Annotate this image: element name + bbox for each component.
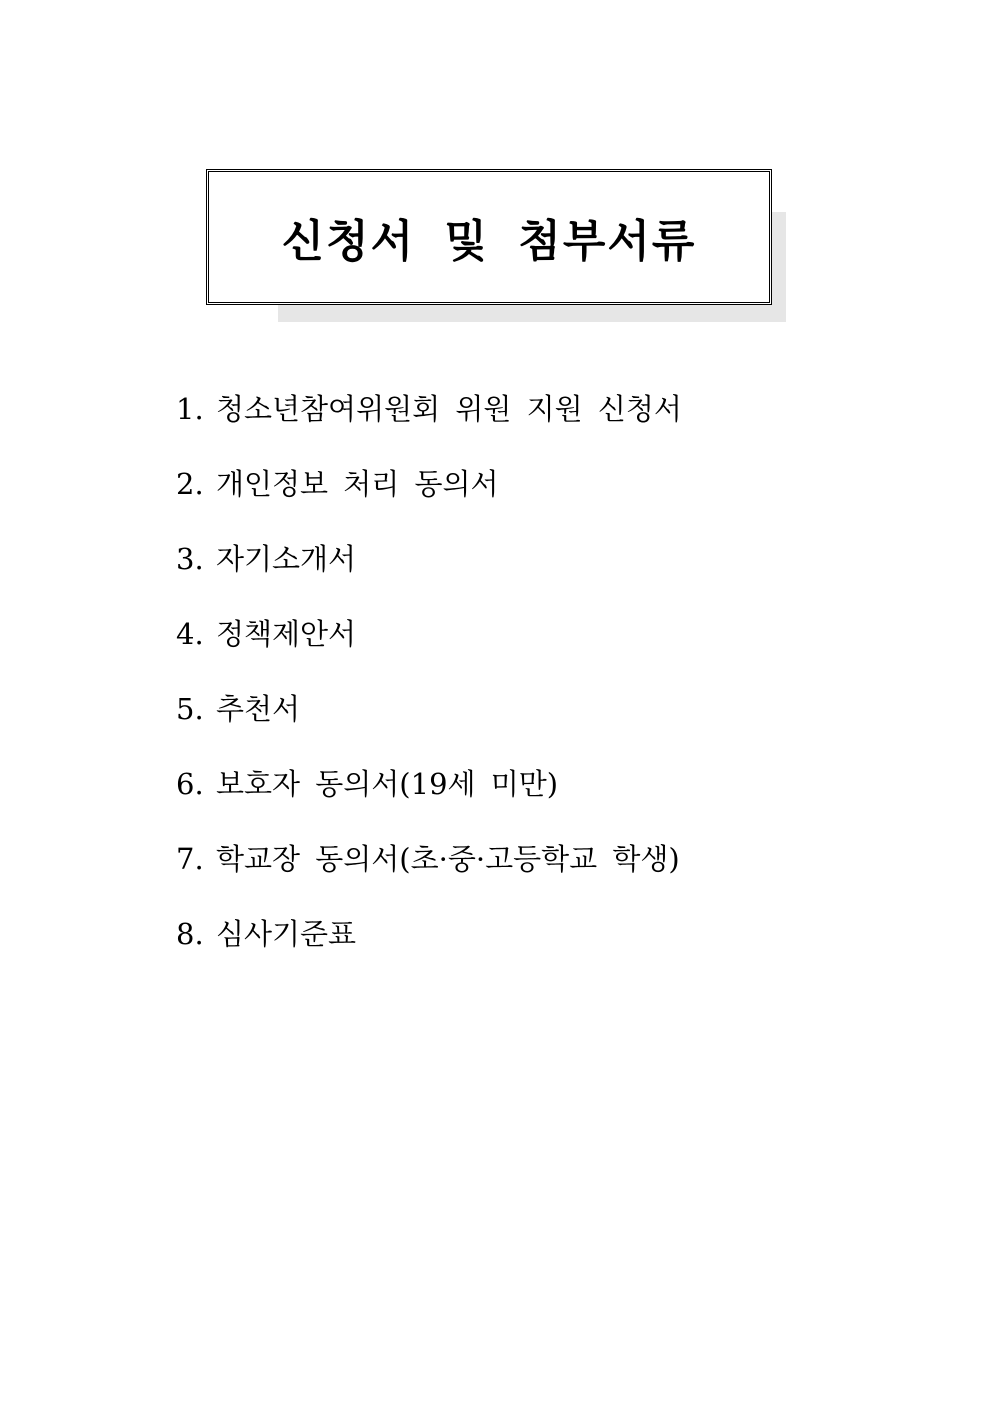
list-item-privacy-consent	[176, 463, 682, 538]
document-list	[176, 388, 682, 988]
item-number: 4.	[176, 617, 204, 651]
list-item-policy-proposal	[176, 613, 682, 688]
item-number: 5.	[176, 692, 204, 726]
item-number: 6.	[176, 767, 204, 801]
item-number: 1.	[176, 392, 204, 426]
list-item-self-introduction	[176, 538, 682, 613]
item-label: 보호자 동의서(19세 미만)	[216, 767, 559, 801]
list-item-recommendation	[176, 688, 682, 763]
item-label: 정책제안서	[216, 617, 357, 651]
list-item-principal-consent	[176, 838, 682, 913]
list-item-application	[176, 388, 682, 463]
item-label: 청소년참여위원회 위원 지원 신청서	[216, 392, 682, 426]
list-item-evaluation-criteria	[176, 913, 682, 988]
title-box	[206, 169, 772, 305]
item-number: 3.	[176, 542, 204, 576]
item-label: 학교장 동의서(초·중·고등학교 학생)	[216, 842, 680, 876]
item-label: 자기소개서	[216, 542, 357, 576]
item-label: 개인정보 처리 동의서	[216, 467, 499, 501]
list-item-guardian-consent	[176, 763, 682, 838]
item-label: 추천서	[216, 692, 301, 726]
page-title: 신청서 및 첨부서류	[281, 216, 697, 267]
item-number: 2.	[176, 467, 204, 501]
item-number: 8.	[176, 917, 204, 951]
item-number: 7.	[176, 842, 204, 876]
item-label: 심사기준표	[216, 917, 357, 951]
